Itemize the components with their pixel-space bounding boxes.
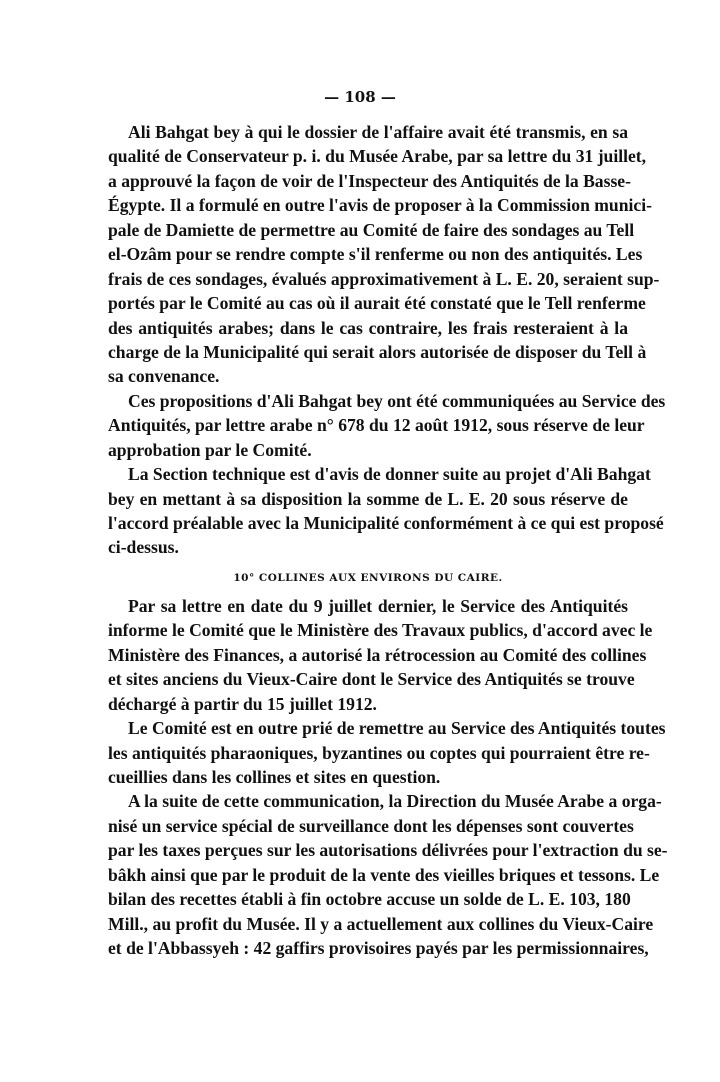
text-line: Antiquités, par lettre arabe n° 678 du 12 août 1912, sous réserve de leur (108, 415, 645, 436)
text-line: sa convenance. (108, 366, 220, 387)
paragraph (108, 789, 668, 960)
text-line: Par sa lettre en date du 9 juillet dernier, le Service des Antiquités (128, 595, 628, 616)
text-line: nisé un service spécial de surveillance dont les dépenses sont couvertes (108, 815, 634, 836)
page-number: — 108 — (324, 88, 396, 106)
text-line: bâkh ainsi que par le produit de la vente des vieilles briques et tessons. Le (108, 864, 660, 885)
text-line: Le Comité est en outre prié de remettre au Service des Antiquités toutes (128, 718, 666, 739)
paragraph (108, 594, 653, 716)
text-line: Mill., au profit du Musée. Il y a actuellement aux collines du Vieux-Caire (108, 913, 654, 934)
text-line: informe le Comité que le Ministère des Travaux publics, d'accord avec le (108, 620, 653, 641)
section-heading: 10° COLLINES AUX ENVIRONS DU CAIRE. (233, 571, 503, 584)
text-line: bey en mettant à sa disposition la somme de L. E. 20 sous réserve de (108, 488, 628, 509)
text-line: les antiquités pharaoniques, byzantines ou coptes qui pourraient être re- (108, 742, 650, 763)
text-line: qualité de Conservateur p. i. du Musée Arabe, par sa lettre du 31 juillet, (108, 146, 647, 167)
paragraph (108, 716, 666, 789)
text-line: cueillies dans les collines et sites en question. (108, 766, 441, 787)
text-line: Égypte. Il a formulé en outre l'avis de proposer à la Commission munici- (108, 195, 652, 216)
text-line: ci-dessus. (108, 537, 179, 558)
text-line: portés par le Comité au cas où il aurait été constaté que le Tell renferme (108, 293, 646, 314)
text-line: l'accord préalable avec la Municipalité conformément à ce qui est proposé (108, 513, 664, 533)
paragraph (108, 120, 660, 389)
text-line: déchargé à partir du 15 juillet 1912. (108, 693, 377, 714)
text-line: bilan des recettes établi à fin octobre accuse un solde de L. E. 103, 180 (108, 889, 631, 910)
text-line: et sites anciens du Vieux-Caire dont le Service des Antiquités se trouve (108, 669, 635, 690)
text-line: La Section technique est d'avis de donner suite au projet d'Ali Bahgat (128, 464, 651, 485)
paragraph (108, 389, 666, 462)
text-line: A la suite de cette communication, la Direction du Musée Arabe a orga- (128, 791, 662, 812)
text-line: Ces propositions d'Ali Bahgat bey ont été communiquées au Service des (128, 390, 666, 411)
text-line: Ali Bahgat bey à qui le dossier de l'affaire avait été transmis, en sa (128, 122, 628, 142)
text-line: par les taxes perçues sur les autorisations délivrées pour l'extraction du se- (108, 840, 668, 861)
text-line: approbation par le Comité. (108, 439, 312, 460)
paragraph (108, 462, 664, 560)
text-line: a approuvé la façon de voir de l'Inspecteur des Antiquités de la Basse- (108, 170, 631, 191)
text-line: pale de Damiette de permettre au Comité de faire des sondages au Tell (108, 219, 635, 240)
body-text (108, 120, 668, 960)
text-line: et de l'Abbassyeh : 42 gaffirs provisoires payés par les permissionnaires, (108, 938, 649, 958)
text-line: des antiquités arabes; dans le cas contraire, les frais resteraient à la (108, 317, 628, 338)
text-line: frais de ces sondages, évalués approximativement à L. E. 20, seraient sup- (108, 268, 660, 289)
text-line: Ministère des Finances, a autorisé la rétrocession au Comité des collines (108, 644, 647, 665)
text-line: charge de la Municipalité qui serait alors autorisée de disposer du Tell à (108, 341, 647, 362)
text-line: el-Ozâm pour se rendre compte s'il renferme ou non des antiquités. Les (108, 244, 643, 265)
